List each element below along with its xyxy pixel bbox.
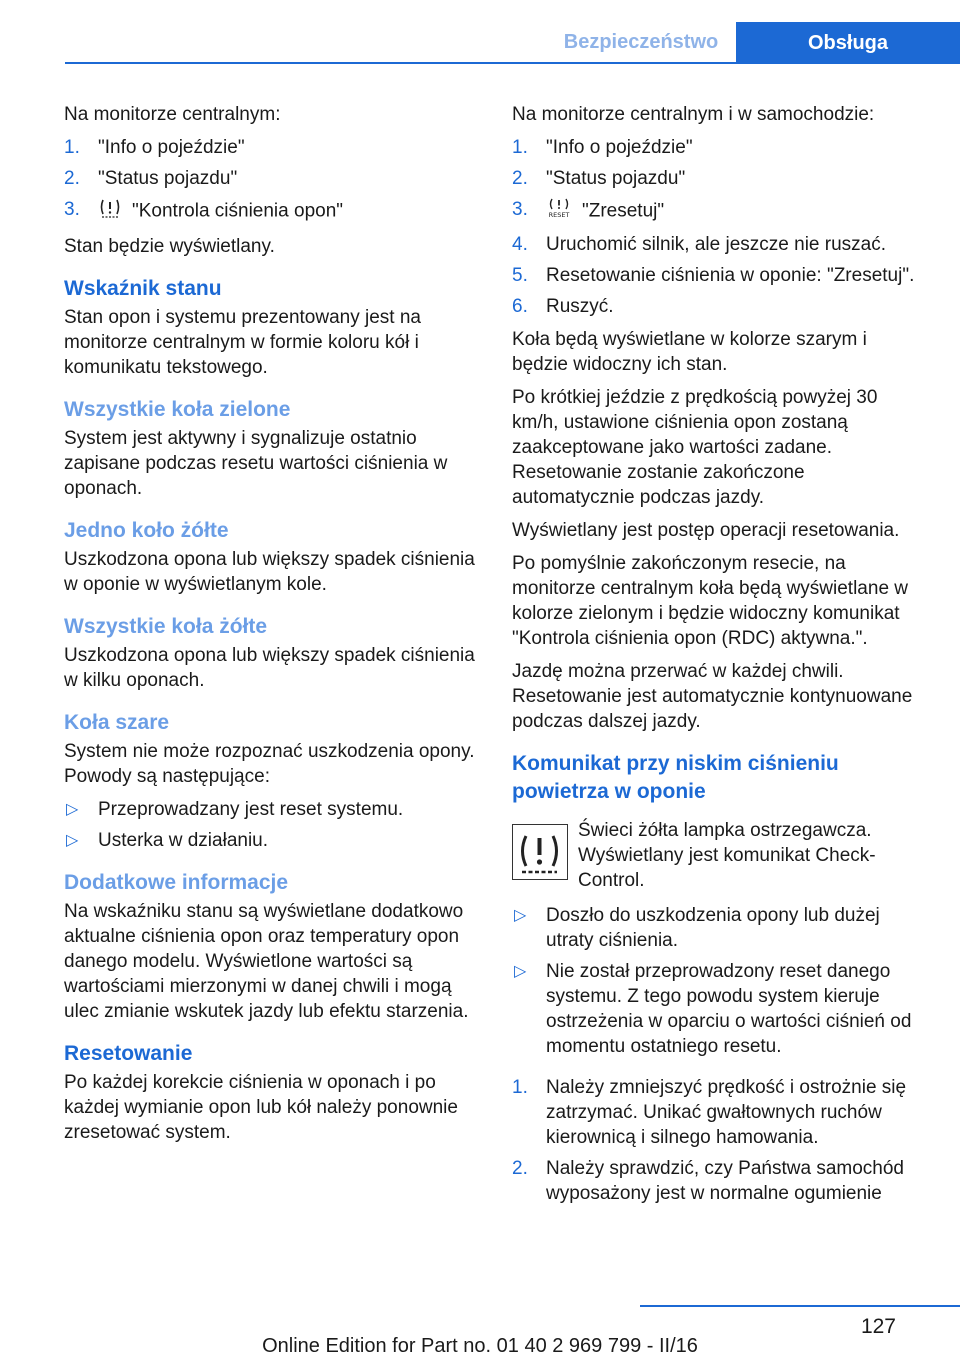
list-item (512, 959, 928, 1059)
section-text: Po każdej korekcie ciśnienia w oponach i po każdej wymianie opon lub kół należy ponownie zresetować system. (64, 1072, 458, 1143)
triangle-bullet-icon: ▷ (514, 963, 527, 980)
bullet-text: Usterka w działaniu. (98, 830, 269, 851)
list-item (512, 903, 928, 953)
step-number: 2. (64, 168, 80, 189)
causes-list (512, 903, 928, 1059)
final-steps (512, 1075, 928, 1206)
page-number: 127 (860, 1315, 896, 1338)
section-text: Na wskaźniku stanu są wyświetlane dodatkowo aktualne ciśnienia opon oraz temperatury opon danego modelu. Wyświetlone wartości są wartościami mierzonymi w danej chwili i mogą ulec zmianie wskutek jazdy lub efektu starzenia. (64, 901, 469, 1022)
step-text: "Info o pojeździe" (546, 137, 693, 158)
left-after-steps: Stan będzie wyświetlany. (64, 236, 275, 257)
paragraph: Jazdę można przerwać w każdej chwili. Resetowanie jest automatycznie kontynuowane podczas dalszej jazdy. (512, 661, 913, 732)
bullet-text: Doszło do uszkodzenia opony lub dużej utraty ciśnienia. (546, 905, 880, 951)
paragraph: Wyświetlany jest postęp operacji resetowania. (512, 520, 900, 541)
step-number: 3. (64, 199, 80, 220)
paragraph: Po pomyślnie zakończonym resecie, na monitorze centralnym koła będą wyświetlane w kolorze zielonym i będzie widoczny komunikat "Kontrola ciśnienia opon (RDC) aktywna.". (512, 553, 909, 649)
step-text: Uruchomić silnik, ale jeszcze nie ruszać. (546, 234, 887, 255)
section-text: System nie może rozpoznać uszkodzenia opony. Powody są następujące: (64, 741, 475, 787)
list-item (64, 135, 482, 160)
left-intro: Na monitorze centralnym: (64, 104, 281, 125)
step-number: 1. (512, 1077, 528, 1098)
list-item (512, 263, 928, 288)
step-text: Resetowanie ciśnienia w oponie: "Zresetuj". (546, 265, 915, 286)
triangle-bullet-icon: ▷ (66, 832, 79, 849)
triangle-bullet-icon: ▷ (66, 801, 79, 818)
section-title-komunikat: Komunikat przy niskim ciśnieniu powietrza w oponie (512, 752, 839, 803)
list-item (64, 828, 482, 853)
tab-bezpieczenstwo[interactable]: Bezpieczeństwo (563, 31, 719, 53)
section-title-jedno-zolte: Jedno koło żółte (64, 519, 229, 542)
warning-text: Świeci żółta lampka ostrzegawcza. Wyświetlany jest komunikat Check-Control. (578, 820, 876, 891)
step-text: "Kontrola ciśnienia opon" (132, 200, 344, 222)
section-text: Uszkodzona opona lub większy spadek ciśnienia w kilku oponach. (64, 645, 475, 691)
footer-rule (640, 1305, 960, 1307)
tire-reset-icon (546, 197, 572, 226)
step-text: Należy sprawdzić, czy Państwa samochód wyposażony jest w normalne ogumienie (546, 1158, 904, 1204)
right-intro: Na monitorze centralnym i w samochodzie: (512, 104, 875, 125)
footer-edition: Online Edition for Part no. 01 40 2 969 799 - II/16 (262, 1335, 698, 1357)
list-item (512, 166, 928, 191)
section-title-dodatkowe: Dodatkowe informacje (64, 871, 289, 894)
reasons-list (64, 797, 482, 853)
section-text: Uszkodzona opona lub większy spadek ciśnienia w oponie w wyświetlanym kole. (64, 549, 475, 595)
warning-block (512, 818, 928, 893)
section-title-szare: Koła szare (64, 711, 170, 734)
step-number: 3. (512, 199, 528, 220)
step-number: 5. (512, 265, 528, 286)
section-text: Stan opon i systemu prezentowany jest na monitorze centralnym w formie koloru kół i komunikatu tekstowego. (64, 307, 421, 378)
list-item (64, 166, 482, 191)
left-steps (64, 135, 482, 226)
paragraph: Koła będą wyświetlane w kolorze szarym i będzie widoczny ich stan. (512, 329, 867, 375)
step-number: 1. (512, 137, 528, 158)
list-item (512, 1156, 928, 1206)
right-column (512, 102, 928, 1214)
section-title-wszystkie-zolte: Wszystkie koła żółte (64, 615, 268, 638)
step-number: 2. (512, 168, 528, 189)
list-item (512, 197, 928, 226)
list-item (512, 232, 928, 257)
list-item (512, 135, 928, 160)
bullet-text: Nie został przeprowadzony reset danego systemu. Z tego powodu system kieruje ostrzeżenia w oparciu o wartości ciśnień od momentu ostatniego resetu. (546, 961, 912, 1057)
list-item (64, 197, 482, 226)
bullet-text: Przeprowadzany jest reset systemu. (98, 799, 404, 820)
step-text: "Info o pojeździe" (98, 137, 245, 158)
tire-pressure-icon (98, 197, 122, 226)
triangle-bullet-icon: ▷ (514, 907, 527, 924)
tire-warning-icon (512, 824, 568, 880)
step-text: "Zresetuj" (582, 200, 665, 222)
list-item (512, 1075, 928, 1150)
left-column (64, 102, 482, 1153)
step-number: 6. (512, 296, 528, 317)
step-text: Ruszyć. (546, 296, 614, 317)
step-number: 2. (512, 1158, 528, 1179)
section-title-wskaznik: Wskaźnik stanu (64, 277, 222, 300)
step-number: 1. (64, 137, 80, 158)
list-item (512, 294, 928, 319)
right-steps (512, 135, 928, 319)
list-item (64, 797, 482, 822)
tab-obsluga[interactable]: Obsługa (736, 22, 960, 64)
step-text: "Status pojazdu" (98, 168, 238, 189)
section-title-zielone: Wszystkie koła zielone (64, 398, 291, 421)
section-text: System jest aktywny i sygnalizuje ostatnio zapisane podczas resetu wartości ciśnienia w oponach. (64, 428, 448, 499)
step-number: 4. (512, 234, 528, 255)
paragraph: Po krótkiej jeździe z prędkością powyżej 30 km/h, ustawione ciśnienia opon zostaną zaakceptowane jako wartości zadane. Resetowanie zostanie zakończone automatycznie podczas jazdy. (512, 387, 878, 508)
step-text: "Status pojazdu" (546, 168, 686, 189)
step-text: Należy zmniejszyć prędkość i ostrożnie się zatrzymać. Unikać gwałtownych ruchów kierownicą i silnego hamowania. (546, 1077, 907, 1148)
svg-text:RESET: RESET (548, 211, 570, 219)
section-title-resetowanie: Resetowanie (64, 1042, 193, 1065)
